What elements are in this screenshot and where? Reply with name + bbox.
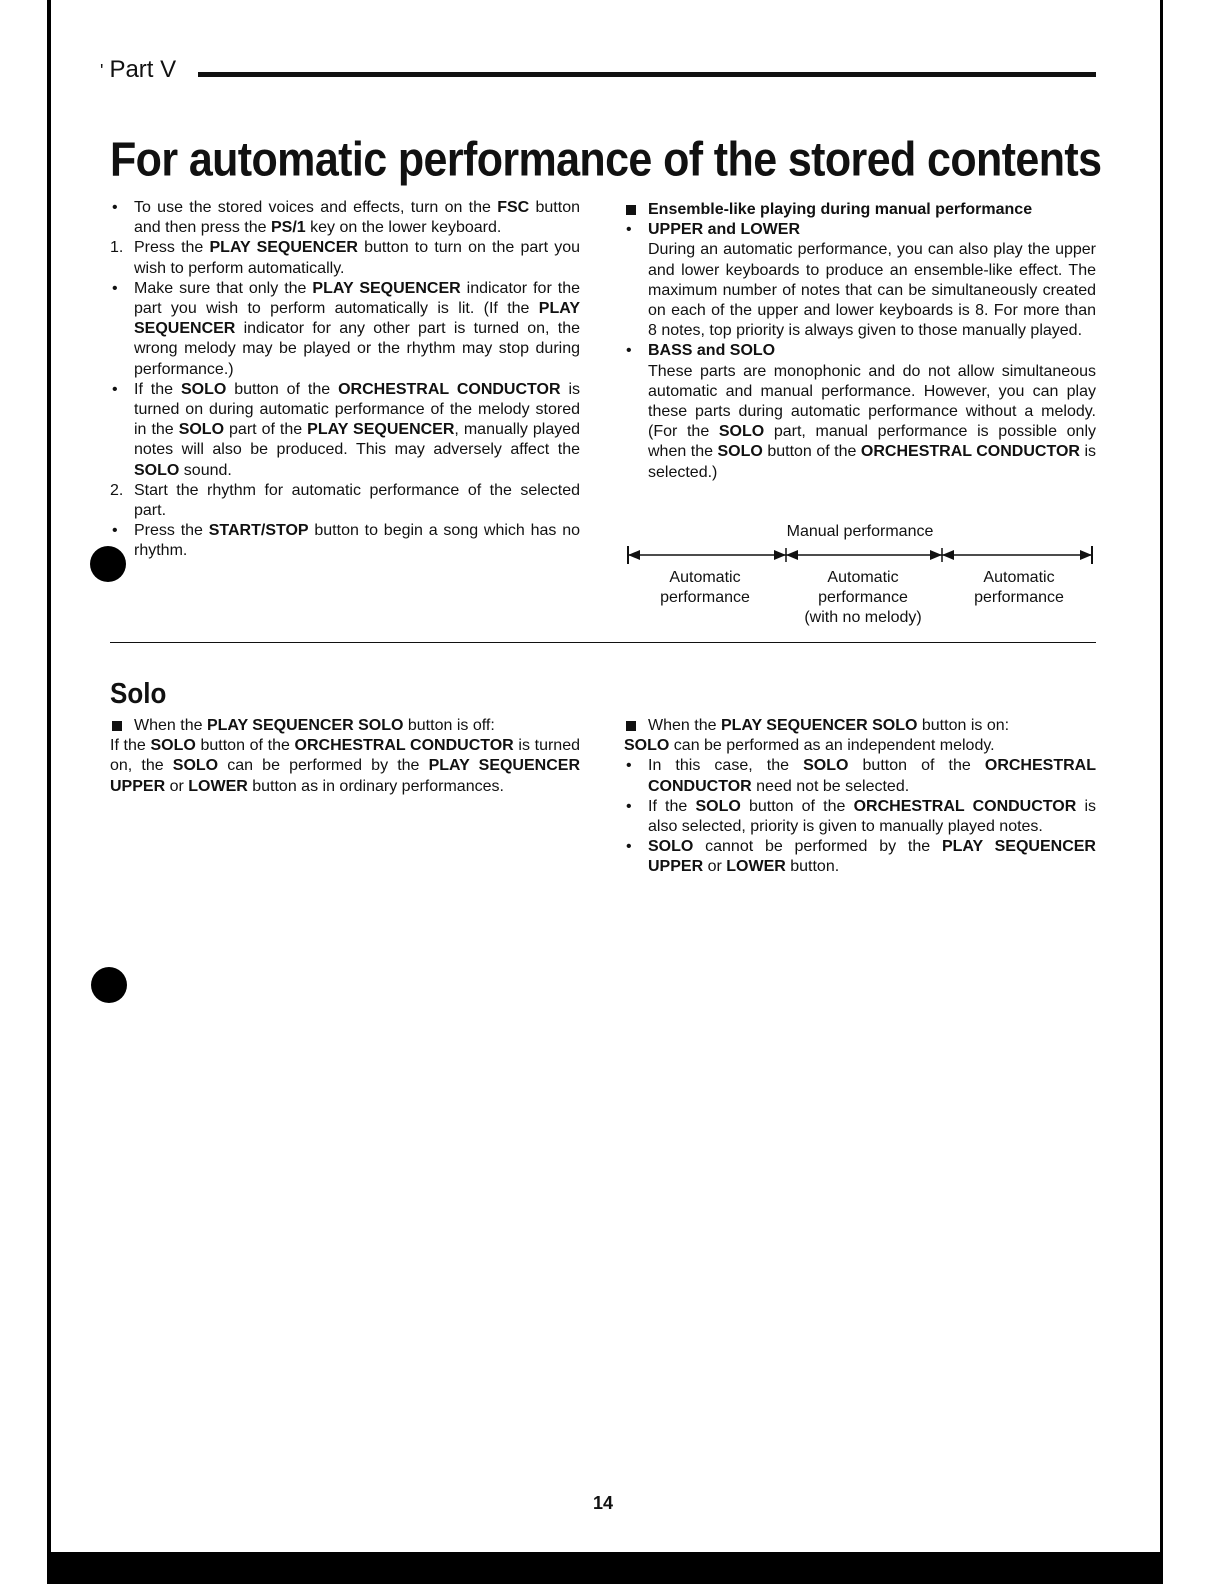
- list-item: • If the SOLO button of the ORCHESTRAL CONDUCTOR is also selected, priority is given to manually played notes.: [626, 797, 1097, 836]
- list-item: • If the SOLO button of the ORCHESTRAL CONDUCTOR is turned on during automatic performance of the melody stored in the SOLO part of the PLAY SEQUENCER, manually played notes will also be produced. This may adversely affect the SOLO sound.: [112, 380, 581, 479]
- scan-border-bottom: [47, 1552, 1163, 1584]
- section-title: Solo: [110, 676, 167, 710]
- timeline-arrows: [624, 544, 1096, 566]
- page-number: 14: [592, 1493, 614, 1513]
- paragraph: If the SOLO button of the ORCHESTRAL CONDUCTOR is turned on, the SOLO can be performed by the PLAY SEQUENCER UPPER or LOWER button as in ordinary performances.: [110, 737, 581, 795]
- list-item: • To use the stored voices and effects, turn on the FSC button and then press the PS/1 key on the lower keyboard.: [112, 199, 580, 237]
- list-item: • BASS and SOLO: [626, 342, 776, 360]
- section-heading: Ensemble-like playing during manual performance: [624, 200, 1096, 220]
- section-heading: When the PLAY SEQUENCER SOLO button is off:: [110, 716, 580, 736]
- list-item: • Make sure that only the PLAY SEQUENCER indicator for the part you wish to perform automatically is lit. (If the PLAY SEQUENCER indicator for any other part is turned on, the wrong melody may be played or the rhythm may stop during performance.): [112, 279, 580, 378]
- right-column: [624, 200, 1096, 483]
- segment-label: Automatic performance: [660, 569, 750, 607]
- header-rule: [198, 72, 1096, 77]
- binder-hole: [90, 546, 126, 582]
- paragraph: These parts are monophonic and do not allow simultaneous automatic and manual performance. However, you can play these parts during automatic performance without a melody. (For the SOLO part, manual performance is possible only when the SOLO button of the ORCHESTRAL CONDUCTOR is selected.): [648, 362, 1097, 481]
- paragraph: During an automatic performance, you can also play the upper and lower keyboards to produce an ensemble-like effect. The maximum number of notes that can be simultaneously created on each of the upper and lower keyboards is 8. For more than 8 notes, top priority is always given to those manually played.: [648, 241, 1096, 340]
- part-label: ' Part V: [100, 56, 177, 83]
- list-item: • SOLO cannot be performed by the PLAY SEQUENCER UPPER or LOWER button.: [626, 838, 1096, 876]
- diagram-caption: Manual performance: [786, 523, 934, 540]
- binder-hole: [91, 967, 127, 1003]
- paragraph: SOLO can be performed as an independent melody.: [624, 737, 995, 755]
- left-column: [110, 198, 580, 562]
- section-divider: [110, 642, 1096, 643]
- solo-on-column: [624, 716, 1096, 878]
- step-item: 2. Start the rhythm for automatic performance of the selected part.: [110, 481, 580, 520]
- scan-border-right: [1160, 0, 1163, 1584]
- step-item: 1. Press the PLAY SEQUENCER button to turn on the part you wish to perform automatically.: [110, 239, 581, 277]
- list-item: • Press the START/STOP button to begin a song which has no rhythm.: [112, 522, 581, 560]
- solo-off-column: [110, 716, 580, 797]
- section-heading: When the PLAY SEQUENCER SOLO button is on:: [624, 716, 1096, 736]
- segment-label: Automatic performance (with no melody): [804, 569, 922, 627]
- page-title: For automatic performance of the stored contents: [110, 133, 1102, 187]
- scan-border-left: [47, 0, 51, 1584]
- list-item: • UPPER and LOWER: [626, 221, 801, 239]
- segment-label: Automatic performance: [974, 569, 1064, 607]
- list-item: • In this case, the SOLO button of the ORCHESTRAL CONDUCTOR need not be selected.: [626, 757, 1096, 795]
- performance-timeline-diagram: [624, 520, 1096, 640]
